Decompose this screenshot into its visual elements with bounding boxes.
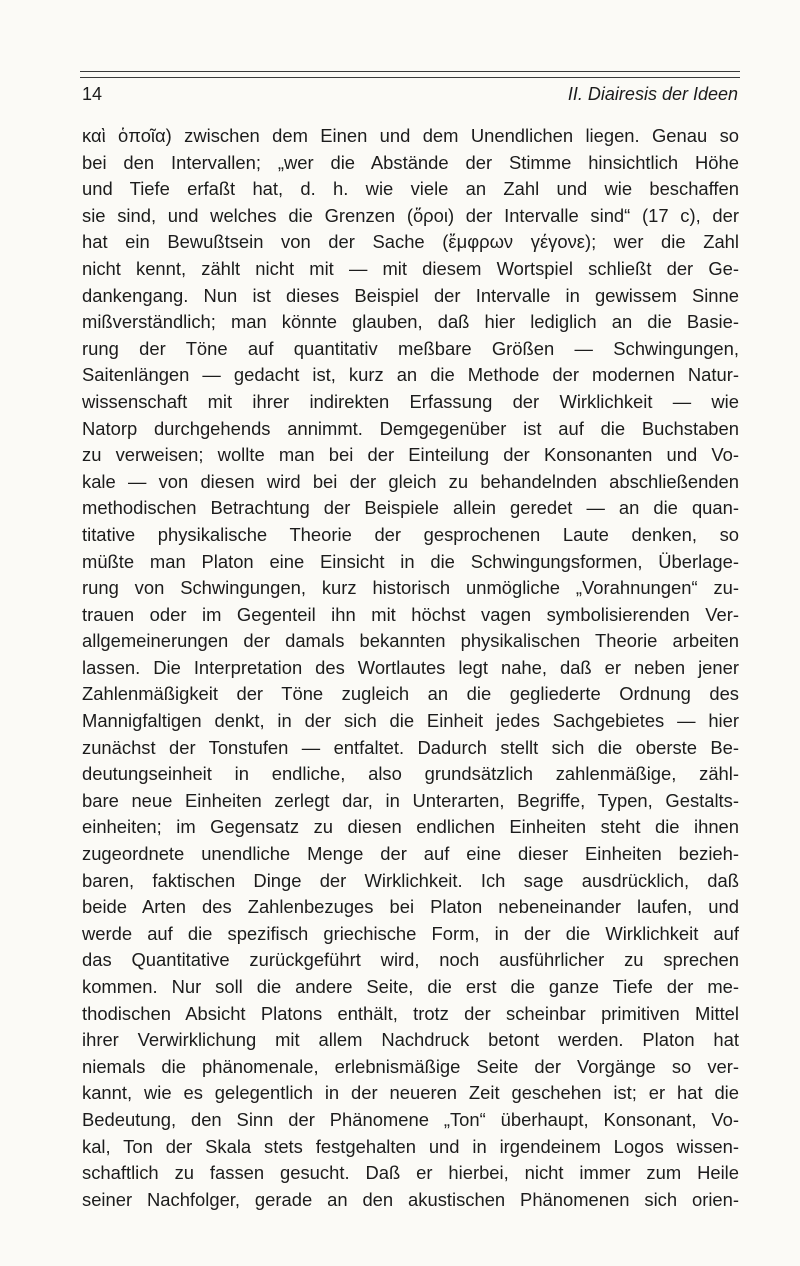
text-line: kal, Ton der Skala stets festgehalten und in irgendeinem Logos wissen- [82,1135,739,1157]
text-line: niemals die phänomenale, erlebnismäßige Seite der Vorgänge so ver- [82,1055,739,1077]
text-line: rung der Töne auf quantitativ meßbare Größen — Schwingungen, [82,337,739,359]
text-line: zu verweisen; wollte man bei der Einteilung der Konsonanten und Vo- [82,444,739,466]
text-line: dankengang. Nun ist dieses Beispiel der Intervalle in gewissem Sinne [82,284,739,306]
text-line: mißverständlich; man könnte glauben, daß hier lediglich an die Basie- [82,311,739,333]
text-line: sie sind, und welches die Grenzen (ὅροι) der Intervalle sind“ (17 c), der [82,204,739,226]
text-line: Mannigfaltigen denkt, in der sich die Einheit jedes Sachgebietes — hier [82,710,739,732]
text-line: Zahlenmäßigkeit der Töne zugleich an die gegliederte Ordnung des [82,683,739,705]
text-line: schaftlich zu fassen gesucht. Daß er hierbei, nicht immer zum Heile [82,1162,739,1184]
text-line: thodischen Absicht Platons enthält, trotz der scheinbar primitiven Mittel [82,1002,739,1024]
text-line: einheiten; im Gegensatz zu diesen endlichen Einheiten steht die ihnen [82,816,739,838]
text-line: Saitenlängen — gedacht ist, kurz an die Methode der modernen Natur- [82,364,739,386]
text-line: und Tiefe erfaßt hat, d. h. wie viele an Zahl und wie beschaffen [82,178,739,200]
text-line: kale — von diesen wird bei der gleich zu behandelnden abschließenden [82,470,739,492]
text-line: rung von Schwingungen, kurz historisch unmögliche „Vorahnungen“ zu- [82,577,739,599]
running-title: II. Diairesis der Ideen [567,84,738,104]
text-line: seiner Nachfolger, gerade an den akustischen Phänomenen sich orien- [82,1188,739,1210]
text-line: allgemeinerungen der damals bekannten physikalischen Theorie arbeiten [82,630,739,652]
body-text [82,123,739,1213]
text-line: titative physikalische Theorie der gesprochenen Laute denken, so [82,523,739,545]
text-line: müßte man Platon eine Einsicht in die Schwingungsformen, Überlage- [82,550,739,572]
text-line: trauen oder im Gegenteil ihn mit höchst vagen symbolisierenden Ver- [82,603,739,625]
text-line: zugeordnete unendliche Menge der auf eine dieser Einheiten bezieh- [82,843,739,865]
text-line: ihrer Verwirklichung mit allem Nachdruck betont werden. Platon hat [82,1029,739,1051]
text-line: bei den Intervallen; „wer die Abstände der Stimme hinsichtlich Höhe [82,151,739,173]
page-header [82,84,738,110]
text-line: hat ein Bewußtsein von der Sache (ἔμφρων γέγονε); wer die Zahl [82,231,739,253]
text-line: καὶ ὁποῖα) zwischen dem Einen und dem Unendlichen liegen. Genau so [82,125,739,146]
header-rule-top [80,71,740,72]
text-line: Bedeutung, den Sinn der Phänomene „Ton“ überhaupt, Konsonant, Vo- [82,1108,739,1130]
text-line: baren, faktischen Dinge der Wirklichkeit. Ich sage ausdrücklich, daß [82,869,739,891]
text-line: methodischen Betrachtung der Beispiele allein geredet — an die quan- [82,497,739,519]
text-line: lassen. Die Interpretation des Wortlautes legt nahe, daß er neben jener [82,656,739,678]
text-line: beide Arten des Zahlenbezuges bei Platon nebeneinander laufen, und [82,896,739,918]
header-rule-bottom [80,77,740,78]
text-line: Natorp durchgehends annimmt. Demgegenüber ist auf die Buchstaben [82,417,739,439]
text-line: wissenschaft mit ihrer indirekten Erfassung der Wirklichkeit — wie [82,390,739,412]
text-line: deutungseinheit in endliche, also grundsätzlich zahlenmäßige, zähl- [82,763,739,785]
text-line: nicht kennt, zählt nicht mit — mit diesem Wortspiel schließt der Ge- [82,257,739,279]
text-line: das Quantitative zurückgeführt wird, noch ausführlicher zu sprechen [82,949,739,971]
text-line: kannt, wie es gelegentlich in der neueren Zeit geschehen ist; er hat die [82,1082,739,1104]
text-line: kommen. Nur soll die andere Seite, die erst die ganze Tiefe der me- [82,976,739,997]
text-line: zunächst der Tonstufen — entfaltet. Dadurch stellt sich die oberste Be- [82,736,739,758]
text-line: werde auf die spezifisch griechische Form, in der die Wirklichkeit auf [82,922,739,944]
text-line: bare neue Einheiten zerlegt dar, in Unterarten, Begriffe, Typen, Gestalts- [82,789,739,811]
page-number: 14 [82,84,103,104]
